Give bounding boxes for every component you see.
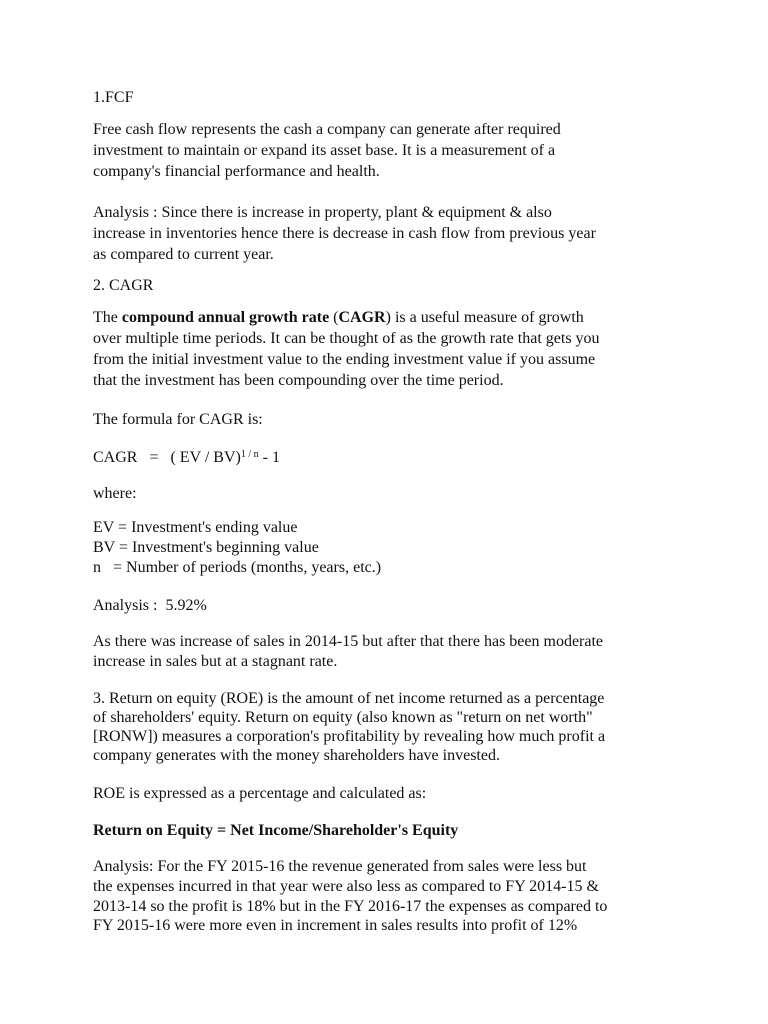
cagr-abbr-bold: CAGR (338, 309, 386, 326)
cagr-formula-intro: The formula for CAGR is: (93, 411, 263, 428)
roe-analysis-line: 2013-14 so the profit is 18% but in the FY 2016-17 the expenses as compared to (93, 898, 608, 915)
cagr-analysis-value: Analysis : 5.92% (93, 597, 207, 614)
cagr-def-text: ) is a useful measure of growth (385, 309, 584, 326)
fcf-definition-line: company's financial performance and health. (93, 163, 380, 180)
cagr-variable-line: n = Number of periods (months, years, etc.) (93, 559, 382, 576)
cagr-term-bold: compound annual growth rate (121, 309, 330, 326)
cagr-formula-base: CAGR = ( EV / BV) (93, 449, 241, 466)
cagr-definition-line-1 (93, 308, 584, 328)
cagr-variable-line: BV = Investment's beginning value (93, 539, 319, 556)
roe-definition-line: 3. Return on equity (ROE) is the amount of net income returned as a percentage (93, 690, 605, 707)
cagr-heading: 2. CAGR (93, 277, 154, 294)
roe-expressed-line: ROE is expressed as a percentage and calculated as: (93, 785, 427, 802)
roe-definition-line: company generates with the money shareholders have invested. (93, 747, 500, 764)
fcf-definition-line: Free cash flow represents the cash a company can generate after required (93, 121, 561, 138)
cagr-variable-line: EV = Investment's ending value (93, 519, 298, 536)
cagr-formula-exponent: 1 / n (240, 448, 259, 460)
cagr-analysis-line: increase in sales but at a stagnant rate. (93, 653, 338, 670)
fcf-analysis-line: increase in inventories hence there is decrease in cash flow from previous year (93, 225, 596, 242)
cagr-analysis-line: As there was increase of sales in 2014-15 but after that there has been moderate (93, 633, 604, 650)
roe-analysis-line: Analysis: For the FY 2015-16 the revenue generated from sales were less but (93, 858, 587, 875)
cagr-def-text: ( (329, 309, 339, 326)
fcf-heading: 1.FCF (93, 89, 134, 106)
fcf-definition-line: investment to maintain or expand its asset base. It is a measurement of a (93, 142, 556, 159)
roe-definition-line: of shareholders' equity. Return on equity (also known as "return on net worth" (93, 709, 593, 726)
roe-definition-line: [RONW]) measures a corporation's profitability by revealing how much profit a (93, 728, 606, 745)
roe-analysis-line: FY 2015-16 were more even in increment in sales results into profit of 12% (93, 917, 578, 934)
cagr-where-label: where: (93, 485, 137, 502)
cagr-formula (93, 448, 280, 468)
cagr-definition-line: from the initial investment value to the ending investment value if you assume (93, 351, 596, 368)
roe-analysis-line: the expenses incurred in that year were also less as compared to FY 2014-15 & (93, 878, 599, 895)
fcf-analysis-line: as compared to current year. (93, 246, 274, 263)
cagr-definition-line: that the investment has been compounding over the time period. (93, 372, 504, 389)
roe-formula (93, 821, 458, 841)
cagr-definition-line: over multiple time periods. It can be thought of as the growth rate that gets you (93, 330, 600, 347)
cagr-def-text: The (93, 309, 122, 326)
fcf-analysis-line: Analysis : Since there is increase in property, plant & equipment & also (93, 204, 552, 221)
roe-formula-bold: Return on Equity = Net Income/Shareholder's Equity (93, 822, 459, 839)
cagr-formula-tail: - 1 (258, 449, 280, 466)
